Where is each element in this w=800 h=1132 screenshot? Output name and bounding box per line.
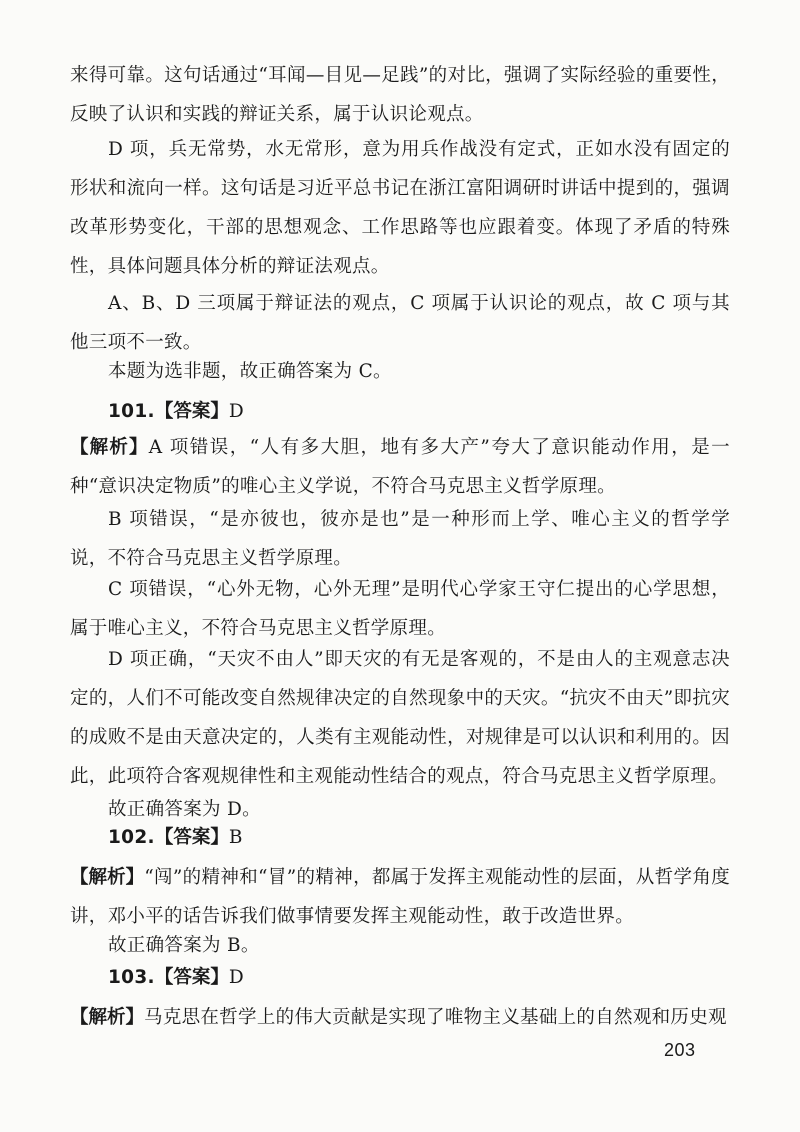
paragraph-continuation: 来得可靠。这句话通过“耳闻—目见—足践”的对比，强调了实际经验的重要性，反映了认识和实践的辩证关系，属于认识论观点。 — [70, 65, 730, 125]
paragraph-answer-100: 本题为选非题，故正确答案为 C。 — [108, 361, 392, 382]
question-101-analysis: 【解析】A 项错误，“人有多大胆，地有多大产”夸大了意识能动作用，是一种“意识决定物质”的唯心主义学说，不符合马克思主义哲学原理。 — [70, 437, 730, 497]
analysis-tag: 【解析】 — [70, 1007, 145, 1028]
paragraph-option-b: B 项错误，“是亦彼也，彼亦是也”是一种形而上学、唯心主义的哲学学说，不符合马克思主义哲学原理。 — [70, 509, 730, 569]
page-number: 203 — [664, 1040, 696, 1060]
question-102-analysis: 【解析】“闯”的精神和“冒”的精神，都属于发挥主观能动性的层面，从哲学角度讲，邓小平的话告诉我们做事情要发挥主观能动性，敢于改造世界。 — [70, 867, 730, 927]
analysis-tag: 【解析】 — [70, 867, 145, 888]
paragraph-option-d-correct: D 项正确，“天灾不由人”即天灾的有无是客观的，不是由人的主观意志决定的，人们不可能改变自然规律决定的自然现象中的天灾。“抗灾不由天”即抗灾的成败不是由天意决定的，人类有主观能动性，对规律是可以认识和利用的。因此，此项符合客观规律性和主观能动性结合的观点，符合马克思主义哲学原理。 — [70, 649, 730, 787]
question-number: 101. — [108, 401, 155, 422]
answer-tag: 【答案】 — [154, 401, 229, 422]
paragraph-option-d: D 项，兵无常势，水无常形，意为用兵作战没有定式，正如水没有固定的形状和流向一样。这句话是习近平总书记在浙江富阳调研时讲话中提到的，强调改革形势变化，干部的思想观念、工作思路等也应跟着变。体现了矛盾的特殊性，具体问题具体分析的辩证法观点。 — [70, 139, 730, 277]
question-number: 102. — [108, 827, 155, 848]
question-103-analysis: 【解析】马克思在哲学上的伟大贡献是实现了唯物主义基础上的自然观和历史观 — [70, 1007, 727, 1028]
paragraph-summary: A、B、D 三项属于辩证法的观点，C 项属于认识论的观点，故 C 项与其他三项不一致。 — [70, 293, 730, 353]
answer-tag: 【答案】 — [154, 967, 229, 988]
question-102-answer — [70, 818, 730, 857]
paragraph-option-c: C 项错误，“心外无物，心外无理”是明代心学家王守仁提出的心学思想，属于唯心主义，不符合马克思主义哲学原理。 — [70, 579, 730, 639]
analysis-tag: 【解析】 — [70, 437, 149, 458]
question-101-answer — [70, 392, 730, 431]
paragraph-answer-102: 故正确答案为 B。 — [108, 935, 260, 956]
question-103-answer — [70, 958, 730, 997]
answer-tag: 【答案】 — [154, 827, 229, 848]
answer-value: D — [228, 967, 245, 988]
answer-value: D — [228, 401, 245, 422]
paragraph-answer-101: 故正确答案为 D。 — [108, 799, 261, 820]
question-number: 103. — [108, 967, 155, 988]
answer-value: B — [228, 827, 243, 848]
